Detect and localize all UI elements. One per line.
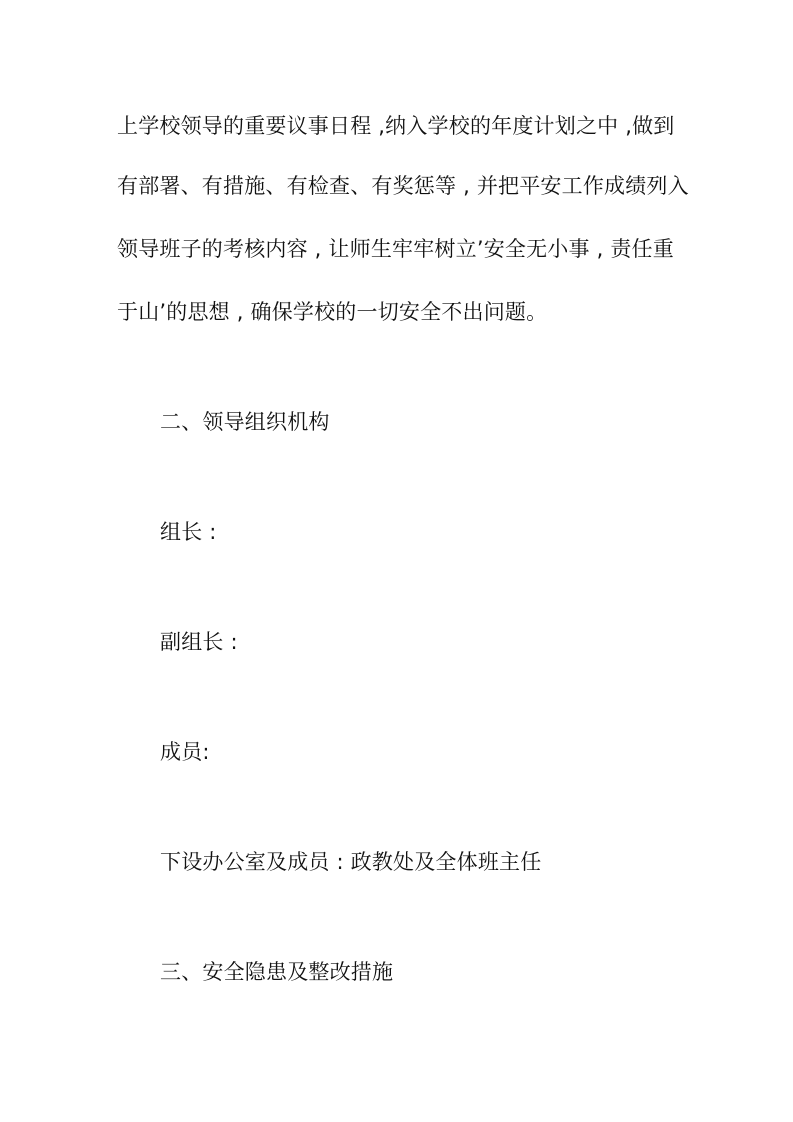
paragraph-line-2: 有部署、有措施、有检查、有奖惩等 , 并把平安工作成绩列入 <box>117 174 689 198</box>
paragraph-line-4: 于山’的思想 , 确保学校的一切安全不出问题。 <box>117 300 548 324</box>
members-field: 成员: <box>160 740 210 764</box>
office-members-line: 下设办公室及成员 : 政教处及全体班主任 <box>160 850 542 874</box>
section-2-heading: 二、领导组织机构 <box>160 410 330 434</box>
section-3-heading: 三、安全隐患及整改措施 <box>160 960 394 984</box>
deputy-leader-field: 副组长 : <box>160 630 238 654</box>
paragraph-line-3: 领导班子的考核内容 , 让师生牢牢树立’安全无小事 , 责任重 <box>117 237 674 261</box>
leader-field: 组长 : <box>160 520 217 544</box>
paragraph-line-1: 上学校领导的重要议事日程 ,纳入学校的年度计划之中 ,做到 <box>117 114 675 138</box>
